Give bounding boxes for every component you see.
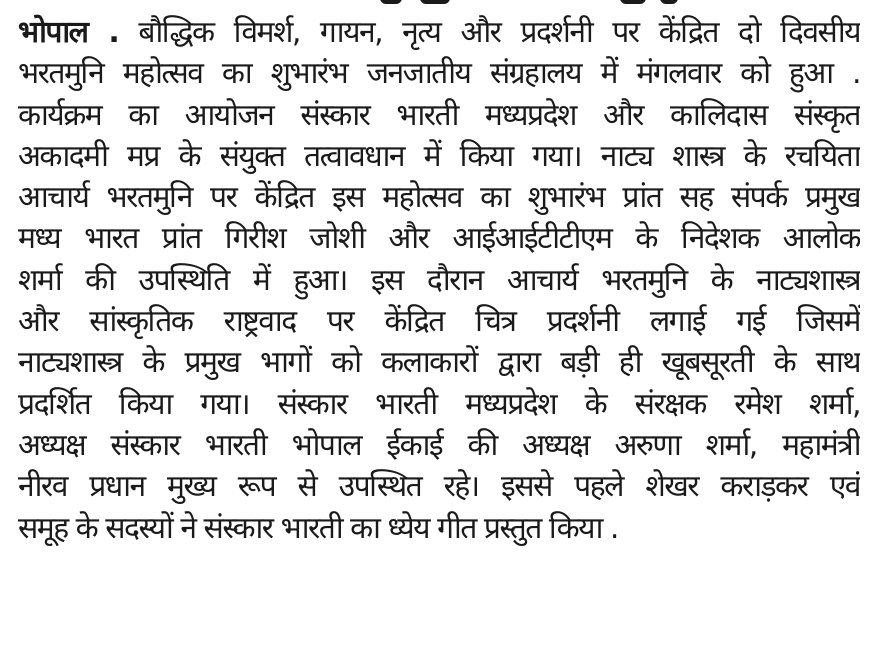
news-article-body: [18, 12, 860, 549]
article-line-7: शर्मा की उपस्थिति में हुआ। इस दौरान आचार्य भरतमुनि के नाट्यशास्त्र: [18, 262, 860, 298]
article-line-8: और सांस्कृतिक राष्ट्रवाद पर केंद्रित चित्र प्रदर्शनी लगाई गई जिसमें: [18, 304, 860, 340]
article-line-9: नाट्यशास्त्र के प्रमुख भागों को कलाकारों द्वारा बड़ी ही खूबसूरती के साथ: [18, 345, 860, 381]
article-line-6: मध्य भारत प्रांत गिरीश जोशी और आईआईटीटीएम के निदेशक आलोक: [18, 221, 860, 257]
article-line-10: प्रदर्शित किया गया। संस्कार भारती मध्यप्रदेश के संरक्षक रमेश शर्मा,: [18, 386, 860, 422]
cropped-headline-fragment: [0, 0, 876, 6]
article-line-3: कार्यक्रम का आयोजन संस्कार भारती मध्यप्रदेश और कालिदास संस्कृत: [18, 97, 860, 133]
article-line-5: आचार्य भरतमुनि पर केंद्रित इस महोत्सव का शुभारंभ प्रांत सह संपर्क प्रमुख: [18, 180, 860, 216]
article-line-12: नीरव प्रधान मुख्य रूप से उपस्थित रहे। इससे पहले शेखर कराड़कर एवं: [18, 469, 860, 505]
article-line-text: बौद्धिक विमर्श, गायन, नृत्य और प्रदर्शनी पर केंद्रित दो दिवसीय: [138, 15, 860, 50]
article-line-1: [18, 12, 860, 53]
dateline: भोपाल .: [18, 15, 119, 50]
article-line-11: अध्यक्ष संस्कार भारती भोपाल ईकाई की अध्यक्ष अरुणा शर्मा, महामंत्री: [18, 427, 860, 463]
article-line-13: समूह के सदस्यों ने संस्कार भारती का ध्येय गीत प्रस्तुत किया .: [18, 510, 618, 546]
article-line-2: भरतमुनि महोत्सव का शुभारंभ जनजातीय संग्रहालय में मंगलवार को हुआ .: [18, 56, 860, 92]
article-line-4: अकादमी मप्र के संयुक्त तत्वावधान में किया गया। नाट्य शास्त्र के रचयिता: [18, 138, 860, 174]
